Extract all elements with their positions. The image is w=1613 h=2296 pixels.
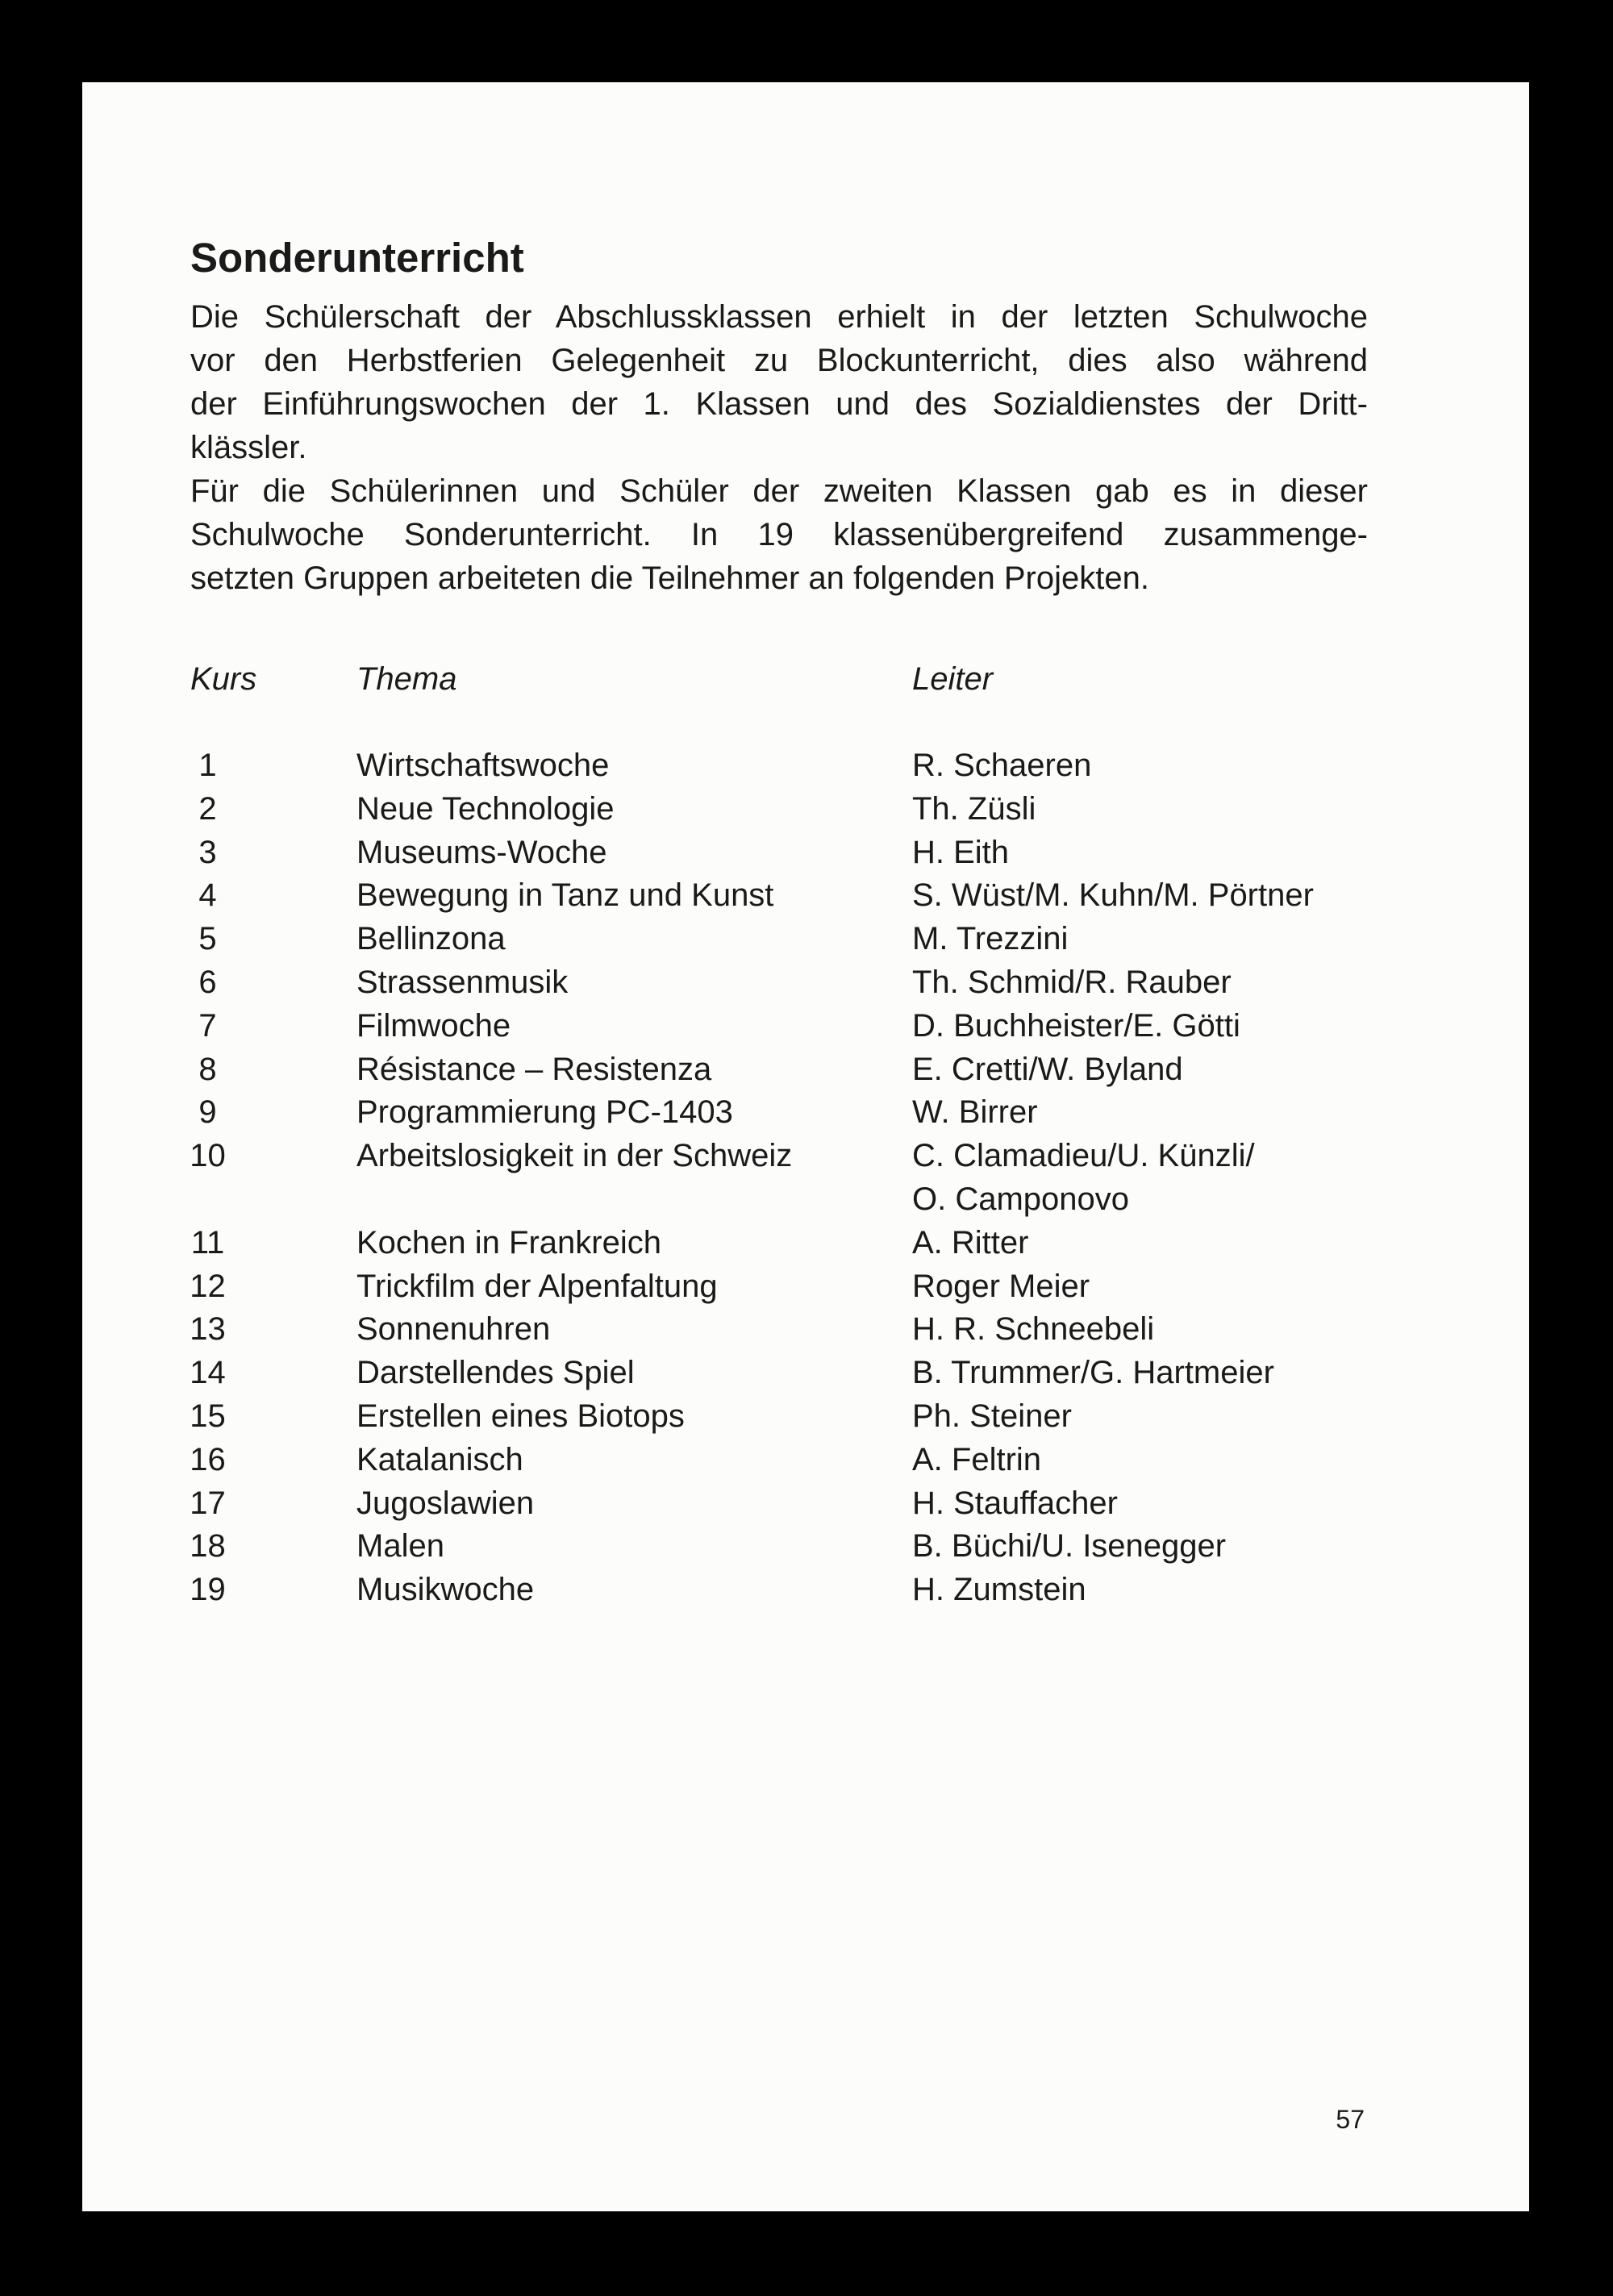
course-number: 2 — [198, 790, 217, 827]
course-topic: Programmierung PC-1403 — [356, 1094, 733, 1131]
course-leader: Roger Meier — [912, 1268, 1090, 1304]
course-topic: Sonnenuhren — [356, 1311, 551, 1348]
table-row — [0, 1265, 1613, 1308]
course-number: 9 — [198, 1094, 217, 1131]
section-heading: Sonderunterricht — [190, 235, 524, 281]
course-topic: Museums-Woche — [356, 834, 607, 870]
page-number: 57 — [1336, 2105, 1365, 2134]
course-topic: Arbeitslosigkeit in der Schweiz — [356, 1138, 793, 1174]
course-topic: Wirtschaftswoche — [356, 748, 610, 783]
course-number: 3 — [198, 834, 217, 870]
paragraph-line: klässler. — [190, 430, 307, 465]
course-topic: Katalanisch — [356, 1441, 523, 1477]
course-leader: C. Clamadieu/U. Künzli/ — [912, 1138, 1255, 1174]
course-leader: Th. Züsli — [912, 790, 1036, 827]
course-number: 18 — [190, 1528, 226, 1565]
table-row — [0, 1568, 1613, 1611]
course-number: 10 — [190, 1138, 226, 1174]
course-number: 14 — [190, 1355, 226, 1391]
course-leader: R. Schaeren — [912, 748, 1092, 783]
course-leader: B. Trummer/G. Hartmeier — [912, 1355, 1274, 1391]
table-row — [0, 1438, 1613, 1481]
course-leader: A. Ritter — [912, 1224, 1029, 1261]
table-row — [0, 1307, 1613, 1351]
course-number: 15 — [190, 1398, 226, 1434]
table-row — [0, 1048, 1613, 1091]
course-leader: Ph. Steiner — [912, 1398, 1072, 1434]
course-topic: Erstellen eines Biotops — [356, 1398, 685, 1434]
course-number: 17 — [190, 1485, 226, 1521]
course-topic: Strassenmusik — [356, 965, 569, 1000]
course-topic: Kochen in Frankreich — [356, 1224, 661, 1261]
course-number: 12 — [190, 1268, 226, 1304]
course-leader: M. Trezzini — [912, 921, 1069, 957]
paragraph-line: Für die Schülerinnen und Schüler der zweiten Klassen gab es in dieser — [190, 473, 1368, 509]
course-number: 19 — [190, 1572, 226, 1608]
course-leader: W. Birrer — [912, 1094, 1038, 1131]
course-number: 11 — [190, 1224, 225, 1261]
course-leader: O. Camponovo — [912, 1181, 1130, 1217]
table-row — [0, 1351, 1613, 1394]
course-leader: D. Buchheister/E. Götti — [912, 1007, 1240, 1044]
course-number: 5 — [198, 921, 217, 957]
course-topic: Filmwoche — [356, 1007, 511, 1044]
course-topic: Neue Technologie — [356, 790, 615, 827]
second-paragraph — [190, 469, 1368, 600]
course-topic: Trickfilm der Alpenfaltung — [356, 1268, 718, 1304]
table-row — [0, 744, 1613, 787]
table-row — [0, 787, 1613, 831]
table-row — [0, 1394, 1613, 1438]
table-row — [0, 1221, 1613, 1265]
course-number: 13 — [190, 1311, 226, 1348]
course-topic: Bellinzona — [356, 921, 506, 957]
column-header-kurs: Kurs — [190, 661, 257, 697]
table-row — [0, 1004, 1613, 1048]
table-row — [0, 1481, 1613, 1525]
course-leader: H. Eith — [912, 834, 1010, 870]
course-leader: H. R. Schneebeli — [912, 1311, 1155, 1348]
course-leader: E. Cretti/W. Byland — [912, 1051, 1183, 1087]
paragraph-line: Die Schülerschaft der Abschlussklassen erhielt in der letzten Schulwoche — [190, 299, 1368, 335]
course-topic: Bewegung in Tanz und Kunst — [356, 877, 774, 914]
course-number: 7 — [198, 1007, 217, 1044]
course-topic: Malen — [356, 1528, 444, 1565]
course-number: 6 — [198, 965, 217, 1000]
course-leader: B. Büchi/U. Isenegger — [912, 1528, 1227, 1565]
table-row — [0, 960, 1613, 1004]
course-leader: H. Zumstein — [912, 1572, 1086, 1608]
course-topic: Résistance – Resistenza — [356, 1051, 712, 1087]
table-row — [0, 917, 1613, 960]
course-leader: Th. Schmid/R. Rauber — [912, 965, 1232, 1000]
table-row — [0, 1090, 1613, 1134]
paragraph-line: vor den Herbstferien Gelegenheit zu Blockunterricht, dies also während — [190, 343, 1368, 378]
paragraph-line: Schulwoche Sonderunterricht. In 19 klassenübergreifend zusammenge- — [190, 517, 1368, 552]
course-leader: A. Feltrin — [912, 1441, 1042, 1477]
course-number: 1 — [198, 748, 217, 783]
table-row — [0, 1134, 1613, 1177]
table-row — [0, 831, 1613, 874]
table-row — [0, 1177, 1613, 1221]
table-row — [0, 1524, 1613, 1568]
course-number: 4 — [198, 877, 217, 914]
course-topic: Musikwoche — [356, 1572, 535, 1608]
column-header-leiter: Leiter — [912, 661, 994, 697]
paragraph-line: der Einführungswochen der 1. Klassen und des Sozialdienstes der Dritt- — [190, 386, 1368, 422]
course-topic: Darstellendes Spiel — [356, 1355, 635, 1391]
course-leader: S. Wüst/M. Kuhn/M. Pörtner — [912, 877, 1314, 914]
course-leader: H. Stauffacher — [912, 1485, 1118, 1521]
paragraph-line: setzten Gruppen arbeiteten die Teilnehmer an folgenden Projekten. — [190, 560, 1149, 596]
column-header-thema: Thema — [356, 661, 457, 697]
intro-paragraph — [190, 295, 1368, 469]
course-number: 8 — [198, 1051, 217, 1087]
course-topic: Jugoslawien — [356, 1485, 535, 1521]
course-number: 16 — [190, 1441, 226, 1477]
table-row — [0, 873, 1613, 917]
